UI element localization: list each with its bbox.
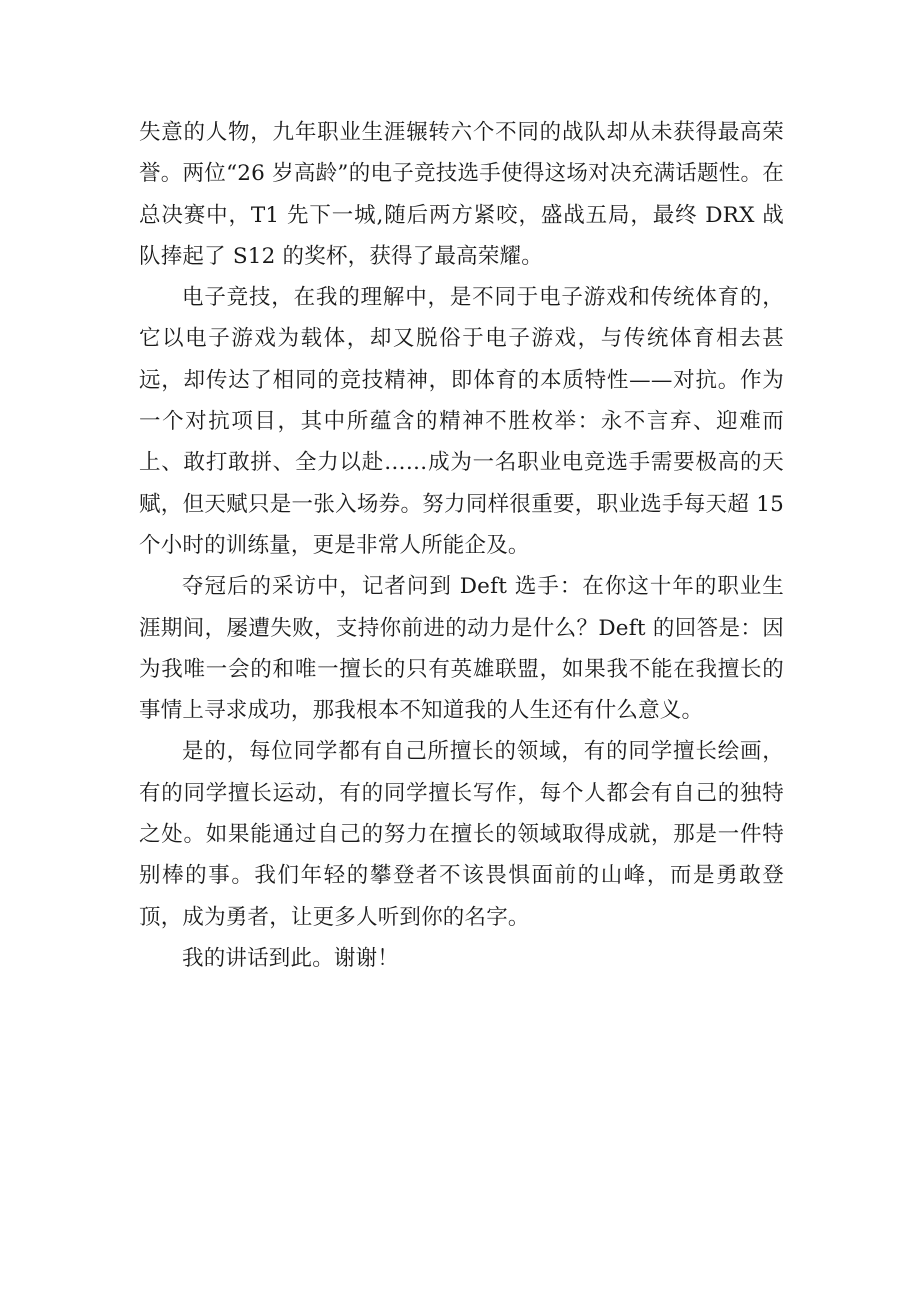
paragraph-1: 失意的人物，九年职业生涯辗转六个不同的战队却从未获得最高荣誉。两位“26 岁高龄”的电子竞技选手使得这场对决充满话题性。在总决赛中，T1 先下一城,随后两方紧咬，盛战五局，最终 DRX 战队捧起了 S12 的奖杯，获得了最高荣耀。 xyxy=(139,120,784,269)
document-body xyxy=(139,112,784,979)
paragraph-3: 夺冠后的采访中，记者问到 Deft 选手：在你这十年的职业生涯期间，屡遭失败，支持你前进的动力是什么？Deft 的回答是：因为我唯一会的和唯一擅长的只有英雄联盟，如果我不能在我擅长的事情上寻求成功，那我根本不知道我的人生还有什么意义。 xyxy=(139,574,784,724)
paragraph-5-closing: 我的讲话到此。谢谢！ xyxy=(182,945,400,971)
paragraph-2: 电子竞技，在我的理解中，是不同于电子游戏和传统体育的，它以电子游戏为载体，却又脱俗于电子游戏，与传统体育相去甚远，却传达了相同的竞技精神，即体育的本质特性——对抗。作为一个对抗项目，其中所蕴含的精神不胜枚举：永不言弃、迎难而上、敢打敢拼、全力以赴……成为一名职业电竞选手需要极高的天赋，但天赋只是一张入场券。努力同样很重要，职业选手每天超 15 个小时的训练量，更是非常人所能企及。 xyxy=(139,285,784,558)
paragraph-4: 是的，每位同学都有自己所擅长的领域，有的同学擅长绘画，有的同学擅长运动，有的同学擅长写作，每个人都会有自己的独特之处。如果能通过自己的努力在擅长的领域取得成就，那是一件特别棒的事。我们年轻的攀登者不该畏惧面前的山峰，而是勇敢登顶，成为勇者，让更多人听到你的名字。 xyxy=(139,739,784,930)
